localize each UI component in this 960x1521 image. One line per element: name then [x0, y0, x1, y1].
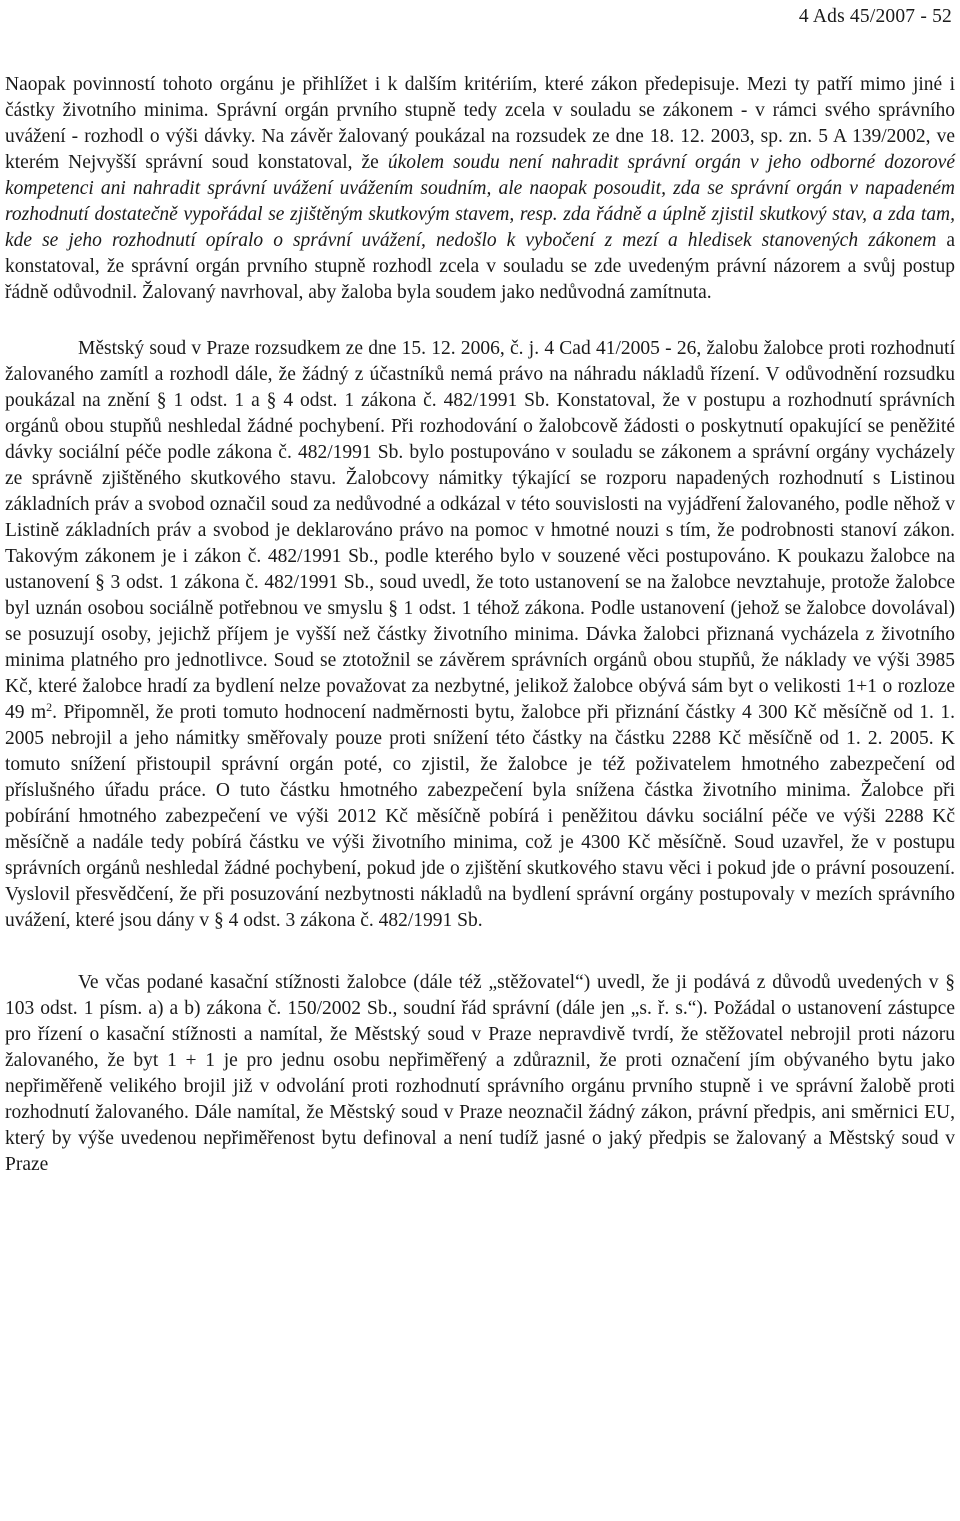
paragraph-1-text-end: a konstatoval, že správní orgán prvního stupně rozhodl zcela v souladu se zde uvedeným právní názorem a svůj postup řádně odůvodnil. Žalovaný navrhoval, aby žaloba byla soudem jako nedůvodná zamítnuta.	[5, 230, 956, 303]
paragraph-1	[5, 72, 955, 306]
paragraph-1-text-start: Naopak povinností tohoto orgánu je přihlížet i k dalším kritériím, které zákon předepisuje. Mezi ty patří mimo jiné i částky životního minima. Správní orgán prvního stupně tedy zcela v souladu se zákonem - v rámci svého správního uvážení - rozhodl o výši dávky. Na závěr žalovaný poukázal na rozsudek ze dne 18. 12. 2003, sp. zn. 5 A 139/2002, ve kterém Nejvyšší správní soud konstatoval, že	[5, 74, 955, 173]
paragraph-2-text-end: . Připomněl, že proti tomuto hodnocení nadměrnosti bytu, žalobce při přiznání částky 4 300 Kč měsíčně od 1. 1. 2005 nebrojil a jeho námitky směřovaly pouze proti snížení této částky na částku 2288 Kč měsíčně od 1. 2. 2005. K tomuto snížení přistoupil správní orgán poté, co zjistil, že žalobce je též poživatelem hmotného zabezpečení od příslušného úřadu práce. O tuto částku hmotného zabezpečení byla snížena částka životního minima. Žalobce při pobírání hmotného zabezpečení ve výši 2012 Kč měsíčně pobírá i peněžitou dávku sociální péče ve výši 2288 Kč měsíčně a nadále tedy pobírá částku ve výši životního minima, což je 4300 Kč měsíčně. Soud uzavřel, že v postupu správních orgánů neshledal žádné pochybení, pokud jde o zjištění skutkového stavu věci i pokud jde o právní posouzení. Vyslovil přesvědčení, že při posuzování nezbytnosti nákladů na bydlení správní orgány postupovaly v mezích správního uvážení, které jsou dány v § 4 odst. 3 zákona č. 482/1991 Sb.	[5, 702, 955, 931]
paragraph-1-quotation: úkolem soudu není nahradit správní orgán v jeho odborné dozorové kompetenci ani nahradit správní uvážení uvážením soudním, ale naopak posoudit, zda se správní orgán v napadeném rozhodnutí dostatečně vypořádal se zjištěným skutkovým stavem, resp. zda řádně a úplně zjistil skutkový stav, a zda tam, kde se jeho rozhodnutí opíralo o správní uvážení, nedošlo k vybočení z mezí a hledisek stanovených zákonem	[5, 152, 955, 251]
document-body	[5, 72, 955, 1178]
paragraph-2-superscript: 2	[46, 700, 53, 714]
paragraph-2	[5, 336, 955, 934]
paragraph-3	[5, 970, 955, 1178]
paragraph-2-text-start: Městský soud v Praze rozsudkem ze dne 15. 12. 2006, č. j. 4 Cad 41/2005 - 26, žalobu žalobce proti rozhodnutí žalovaného zamítl a rozhodl dále, že žádný z účastníků nemá právo na náhradu nákladů řízení. V odůvodnění rozsudku poukázal na znění § 1 odst. 1 a § 4 odst. 1 zákona č. 482/1991 Sb. Konstatoval, že v postupu a rozhodnutí správních orgánů obou stupňů neshledal žádné pochybení. Při rozhodování o žalobcově žádosti o poskytnutí opakující se peněžité dávky sociální péče podle zákona č. 482/1991 Sb. bylo postupováno v souladu se zákonem a správní orgány vycházely ze správně zjištěného skutkového stavu. Žalobcovy námitky týkající se rozporu napadených rozhodnutí s Listinou základních práv a svobod označil soud za nedůvodné a odkázal v této souvislosti na vyjádření žalovaného, podle něhož v Listině základních práv a svobod je deklarováno právo na pomoc v hmotné nouzi s tím, že podrobnosti stanoví zákon. Takovým zákonem je i zákon č. 482/1991 Sb., podle kterého bylo v souzené věci postupováno. K poukazu žalobce na ustanovení § 3 odst. 1 zákona č. 482/1991 Sb., soud uvedl, že toto ustanovení se na žalobce nevztahuje, protože žalobce byl uznán osobou sociálně potřebnou ve smyslu § 1 odst. 1 téhož zákona. Podle ustanovení (jehož se žalobce dovolával) se posuzují osoby, jejichž příjem je vyšší než částky životního minima. Dávka žalobci přiznaná vycházela z životního minima platného pro jednotlivce. Soud se ztotožnil se závěrem správních orgánů obou stupňů, že náklady ve výši 3985 Kč, které žalobce hradí za bydlení nelze považovat za nezbytné, jelikož žalobce obývá sám byt o velikosti 1+1 o rozloze 49 m	[5, 338, 955, 723]
document-reference: 4 Ads 45/2007 - 52	[798, 6, 952, 27]
paragraph-3-text: Ve včas podané kasační stížnosti žalobce (dále též „stěžovatel“) uvedl, že ji podává z důvodů uvedených v § 103 odst. 1 písm. a) a b) zákona č. 150/2002 Sb., soudní řád správní (dále jen „s. ř. s.“). Požádal o ustanovení zástupce pro řízení o kasační stížnosti a namítal, že Městský soud v Praze nepravdivě tvrdí, že stěžovatel nebrojil proti názoru žalovaného, že byt 1 + 1 je pro jednu osobu nepřiměřený a zdůraznil, že proti označení jím obývaného bytu jako nepřiměřeně velikého brojil již v odvolání proti rozhodnutí správního orgánu prvního stupně i ve správní žalobě proti rozhodnutí žalovaného. Dále namítal, že Městský soud v Praze neoznačil žádný zákon, právní předpis, ani směrnici EU, který by výše uvedenou nepřiměřenost bytu definoval a není tudíž jasné o jaký předpis se žalovaný a Městský soud v Praze	[5, 972, 955, 1175]
